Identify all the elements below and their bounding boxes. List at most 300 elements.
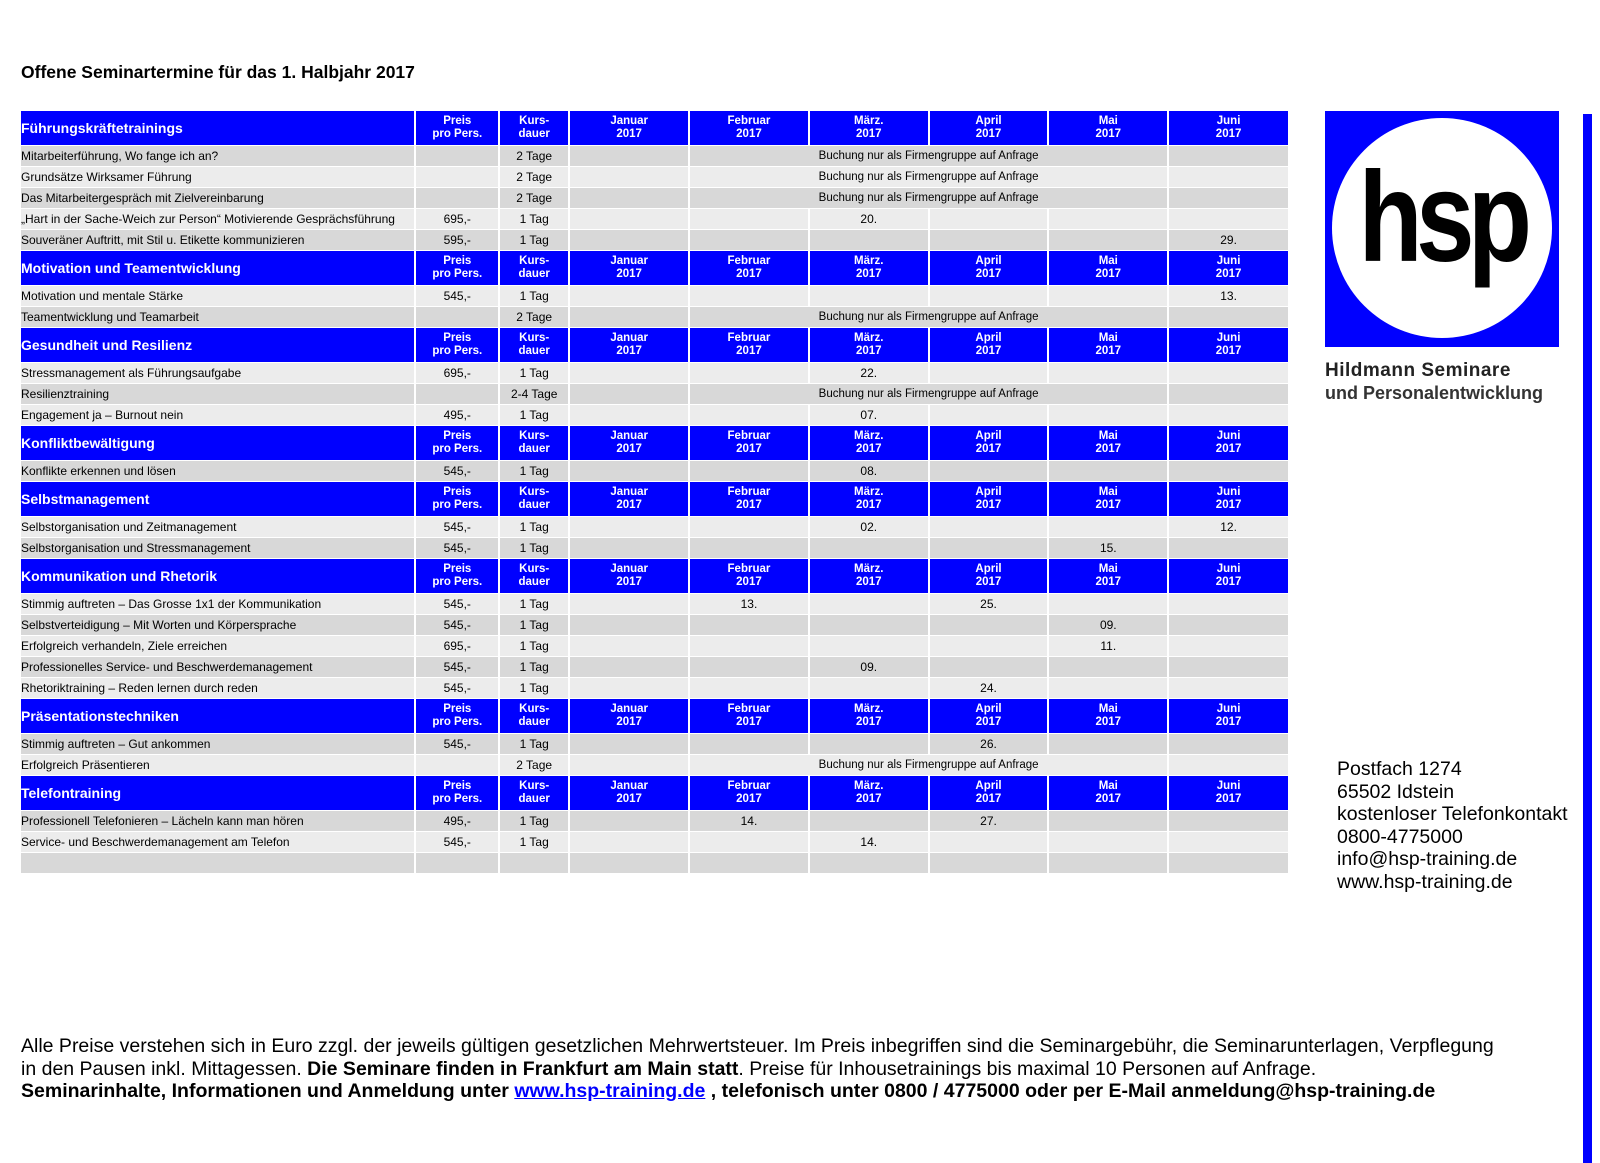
header-duration-line1: Kurs- [519, 115, 550, 127]
seminar-date [689, 615, 809, 636]
seminar-duration: 1 Tag [499, 461, 569, 482]
header-month [569, 111, 689, 146]
seminar-name: Professionell Telefonieren – Lächeln kann man hören [21, 811, 415, 832]
seminar-price: 545,- [415, 678, 499, 699]
section-category: Konfliktbewältigung [21, 426, 415, 461]
seminar-date [929, 405, 1049, 426]
seminar-name: Selbstorganisation und Zeitmanagement [21, 517, 415, 538]
header-price [415, 776, 499, 811]
seminar-date [1048, 286, 1168, 307]
seminar-date [1048, 405, 1168, 426]
logo-circle [1332, 118, 1552, 338]
header-price [415, 426, 499, 461]
month-cell [1168, 384, 1288, 405]
header-month [1048, 776, 1168, 811]
header-month-line1: Januar [610, 115, 649, 127]
header-duration [499, 328, 569, 363]
seminar-date [1048, 811, 1168, 832]
seminar-price: 595,- [415, 230, 499, 251]
month-cell [569, 188, 689, 209]
section-category: Telefontraining [21, 776, 415, 811]
seminar-date [929, 517, 1049, 538]
header-month-line2: 2017 [1095, 345, 1122, 357]
seminar-name: Souveräner Auftritt, mit Stil u. Etikette kommunizieren [21, 230, 415, 251]
booking-note: Buchung nur als Firmengruppe auf Anfrage [689, 146, 1168, 167]
seminar-date [1168, 734, 1288, 755]
seminar-schedule-table [21, 111, 1288, 874]
seminar-duration: 1 Tag [499, 286, 569, 307]
table-row [21, 517, 1288, 538]
header-duration-line2: dauer [518, 716, 550, 728]
header-month [809, 328, 929, 363]
header-month-line1: März. [854, 115, 884, 127]
month-cell [1168, 755, 1288, 776]
header-month [1048, 111, 1168, 146]
header-month-line2: 2017 [855, 128, 882, 140]
seminar-price: 545,- [415, 517, 499, 538]
seminar-duration: 1 Tag [499, 657, 569, 678]
header-month [569, 559, 689, 594]
month-cell [569, 146, 689, 167]
seminar-date [569, 363, 689, 384]
contact-postbox: Postfach 1274 [1337, 758, 1462, 780]
seminar-duration: 1 Tag [499, 517, 569, 538]
seminar-date: 13. [1168, 286, 1288, 307]
header-month-line2: 2017 [616, 345, 642, 357]
header-price-line1: Preis [443, 255, 472, 267]
seminar-date [1048, 517, 1168, 538]
header-duration-line1: Kurs- [519, 486, 550, 498]
header-duration-line2: dauer [518, 793, 550, 805]
seminar-name: Konflikte erkennen und lösen [21, 461, 415, 482]
header-month-line2: 2017 [616, 128, 642, 140]
header-month [929, 328, 1049, 363]
header-month-line1: März. [854, 486, 884, 498]
seminar-date: 22. [809, 363, 929, 384]
seminar-date [1048, 853, 1168, 874]
header-month-line1: Mai [1098, 486, 1118, 498]
header-duration-line2: dauer [518, 576, 550, 588]
section-header-row [21, 482, 1288, 517]
table-row [21, 461, 1288, 482]
contact-block [1337, 758, 1568, 893]
header-month [1168, 559, 1288, 594]
header-month [1168, 328, 1288, 363]
seminar-date: 25. [929, 594, 1049, 615]
header-month [1048, 559, 1168, 594]
header-month-line1: Mai [1098, 780, 1118, 792]
seminar-price [415, 146, 499, 167]
seminar-date [689, 363, 809, 384]
header-month-line1: Januar [610, 332, 649, 344]
table-row [21, 755, 1288, 776]
header-month-line1: Mai [1098, 255, 1118, 267]
seminar-date [929, 538, 1049, 559]
seminar-date: 07. [809, 405, 929, 426]
header-month-line1: Januar [610, 780, 649, 792]
seminar-date [569, 286, 689, 307]
seminar-date [569, 657, 689, 678]
header-month [569, 482, 689, 517]
seminar-date [569, 853, 689, 874]
header-month [929, 776, 1049, 811]
seminar-date [689, 734, 809, 755]
seminar-date [1168, 363, 1288, 384]
seminar-name: Rhetoriktraining – Reden lernen durch reden [21, 678, 415, 699]
header-month-line2: 2017 [736, 499, 762, 511]
seminar-date [1168, 832, 1288, 853]
header-month-line2: 2017 [616, 443, 642, 455]
header-month-line2: 2017 [1215, 345, 1242, 357]
seminar-date [1048, 461, 1168, 482]
seminar-date [1168, 853, 1288, 874]
seminar-date [929, 230, 1049, 251]
seminar-date [689, 517, 809, 538]
seminar-date [929, 286, 1049, 307]
seminar-duration: 2 Tage [499, 755, 569, 776]
section-header-row [21, 328, 1288, 363]
header-duration-line1: Kurs- [519, 703, 550, 715]
month-cell [1168, 307, 1288, 328]
table-row [21, 811, 1288, 832]
seminar-date [689, 538, 809, 559]
seminar-date [569, 811, 689, 832]
contact-city: 65502 Idstein [1337, 780, 1455, 803]
header-month-line1: Februar [727, 430, 771, 442]
month-cell [1168, 146, 1288, 167]
header-price-line2: pro Pers. [432, 499, 483, 511]
header-month-line1: März. [854, 780, 884, 792]
seminar-date [809, 636, 929, 657]
header-duration [499, 776, 569, 811]
seminar-price [415, 384, 499, 405]
header-duration-line1: Kurs- [519, 780, 550, 792]
seminar-date [1168, 615, 1288, 636]
seminar-date [689, 832, 809, 853]
header-month-line2: 2017 [1215, 793, 1242, 805]
header-month-line2: 2017 [1215, 268, 1242, 280]
seminar-date [569, 209, 689, 230]
header-month-line2: 2017 [616, 793, 642, 805]
seminar-date [1048, 209, 1168, 230]
header-month-line2: 2017 [1095, 268, 1122, 280]
seminar-date [569, 678, 689, 699]
header-month [1168, 699, 1288, 734]
table-row [21, 832, 1288, 853]
footer-paragraph-2 [21, 1080, 1501, 1103]
header-month-line2: 2017 [855, 443, 882, 455]
header-price-line2: pro Pers. [432, 793, 483, 805]
seminar-price: 545,- [415, 734, 499, 755]
seminar-date [1168, 594, 1288, 615]
header-month-line1: Mai [1098, 703, 1118, 715]
header-price-line2: pro Pers. [432, 716, 483, 728]
seminar-duration: 2-4 Tage [499, 384, 569, 405]
header-month-line2: 2017 [736, 268, 762, 280]
table-row [21, 853, 1288, 874]
seminar-name [21, 853, 415, 874]
footer-website-link[interactable]: www.hsp-training.de [514, 1080, 706, 1102]
seminar-price: 695,- [415, 209, 499, 230]
header-month [1168, 251, 1288, 286]
header-month-line2: 2017 [1215, 499, 1242, 511]
header-month-line1: Februar [727, 255, 771, 267]
header-month-line1: Januar [610, 703, 649, 715]
seminar-price [415, 188, 499, 209]
table-row [21, 286, 1288, 307]
header-month-line1: Juni [1216, 780, 1241, 792]
header-month [689, 699, 809, 734]
header-month-line1: Januar [610, 430, 649, 442]
section-category: Selbstmanagement [21, 482, 415, 517]
header-month-line2: 2017 [855, 345, 882, 357]
seminar-name: Engagement ja – Burnout nein [21, 405, 415, 426]
seminar-price: 695,- [415, 363, 499, 384]
header-month [1168, 111, 1288, 146]
seminar-date: 02. [809, 517, 929, 538]
seminar-date [809, 286, 929, 307]
seminar-name: Stimmig auftreten – Gut ankommen [21, 734, 415, 755]
header-month [1048, 251, 1168, 286]
section-header-row [21, 426, 1288, 461]
seminar-duration: 1 Tag [499, 363, 569, 384]
seminar-duration: 1 Tag [499, 678, 569, 699]
header-month [809, 776, 929, 811]
header-duration-line2: dauer [518, 128, 550, 140]
header-month [929, 482, 1049, 517]
header-price-line1: Preis [443, 486, 472, 498]
header-month [689, 328, 809, 363]
brand-subtitle: und Personalentwicklung [1325, 383, 1544, 403]
seminar-date [809, 538, 929, 559]
seminar-date [809, 615, 929, 636]
seminar-date [569, 517, 689, 538]
seminar-name: Resilienztraining [21, 384, 415, 405]
brand-name: Hildmann Seminare [1325, 360, 1511, 381]
seminar-price [415, 853, 499, 874]
header-month [689, 426, 809, 461]
header-duration [499, 699, 569, 734]
seminar-date: 26. [929, 734, 1049, 755]
seminar-date: 08. [809, 461, 929, 482]
seminar-name: Stressmanagement als Führungsaufgabe [21, 363, 415, 384]
seminar-date [689, 209, 809, 230]
header-month-line2: 2017 [975, 793, 1002, 805]
header-month [1048, 699, 1168, 734]
header-month-line1: Mai [1098, 430, 1118, 442]
header-month-line2: 2017 [855, 268, 882, 280]
seminar-duration: 2 Tage [499, 307, 569, 328]
table-row [21, 678, 1288, 699]
header-price-line2: pro Pers. [432, 345, 483, 357]
seminar-date: 09. [1048, 615, 1168, 636]
seminar-date: 20. [809, 209, 929, 230]
header-month-line2: 2017 [855, 793, 882, 805]
seminar-date [569, 230, 689, 251]
contact-email: info@hsp-training.de [1337, 848, 1518, 870]
seminar-date [1048, 363, 1168, 384]
seminar-date [689, 678, 809, 699]
seminar-date [689, 636, 809, 657]
header-month-line2: 2017 [975, 499, 1002, 511]
header-month-line1: März. [854, 332, 884, 344]
table-row [21, 230, 1288, 251]
header-month-line1: Februar [727, 563, 771, 575]
section-category: Präsentationstechniken [21, 699, 415, 734]
header-month-line1: Februar [727, 780, 771, 792]
seminar-date [1048, 594, 1168, 615]
table-row [21, 188, 1288, 209]
seminar-duration: 2 Tage [499, 146, 569, 167]
section-category: Motivation und Teamentwicklung [21, 251, 415, 286]
seminar-date [809, 678, 929, 699]
seminar-name: Erfolgreich verhandeln, Ziele erreichen [21, 636, 415, 657]
header-price-line1: Preis [443, 780, 472, 792]
header-month-line1: April [975, 703, 1002, 715]
header-month-line2: 2017 [736, 716, 762, 728]
table-row [21, 146, 1288, 167]
header-price-line2: pro Pers. [432, 268, 483, 280]
logo-text: hsp [1358, 146, 1526, 289]
header-duration [499, 251, 569, 286]
seminar-date [1168, 678, 1288, 699]
seminar-date: 24. [929, 678, 1049, 699]
section-header-row [21, 699, 1288, 734]
header-month-line1: Juni [1216, 703, 1241, 715]
seminar-date [1048, 678, 1168, 699]
seminar-date [569, 832, 689, 853]
header-month-line2: 2017 [975, 576, 1002, 588]
section-header-row [21, 251, 1288, 286]
footer-inhouse-text: . Preise für Inhousetrainings bis maximal 10 Personen auf Anfrage. [738, 1057, 1317, 1080]
header-month-line1: Februar [727, 332, 771, 344]
table-row [21, 307, 1288, 328]
header-price [415, 251, 499, 286]
month-cell [1168, 188, 1288, 209]
header-month [1048, 426, 1168, 461]
header-month-line2: 2017 [736, 345, 762, 357]
header-month-line2: 2017 [1095, 576, 1122, 588]
seminar-date: 14. [689, 811, 809, 832]
header-month-line2: 2017 [1215, 576, 1242, 588]
header-month-line1: Januar [610, 255, 649, 267]
header-month-line1: Mai [1098, 332, 1118, 344]
seminar-duration: 1 Tag [499, 811, 569, 832]
seminar-date [1168, 405, 1288, 426]
header-duration-line1: Kurs- [519, 563, 550, 575]
header-month-line2: 2017 [736, 128, 762, 140]
month-cell [569, 167, 689, 188]
header-price [415, 482, 499, 517]
seminar-date [929, 209, 1049, 230]
table-row [21, 657, 1288, 678]
seminar-date [569, 405, 689, 426]
header-price-line2: pro Pers. [432, 128, 483, 140]
seminar-name: Motivation und mentale Stärke [21, 286, 415, 307]
header-month [809, 251, 929, 286]
seminar-date [1048, 832, 1168, 853]
header-duration [499, 426, 569, 461]
booking-note: Buchung nur als Firmengruppe auf Anfrage [689, 307, 1168, 328]
section-category: Gesundheit und Resilienz [21, 328, 415, 363]
seminar-name: Professionelles Service- und Beschwerdemanagement [21, 657, 415, 678]
contact-phone: 0800-4775000 [1337, 825, 1463, 848]
header-month [929, 251, 1049, 286]
header-month [569, 426, 689, 461]
seminar-date [569, 461, 689, 482]
booking-note: Buchung nur als Firmengruppe auf Anfrage [689, 188, 1168, 209]
header-month-line2: 2017 [736, 443, 762, 455]
header-price [415, 328, 499, 363]
section-category: Führungskräftetrainings [21, 111, 415, 146]
header-month-line2: 2017 [1095, 499, 1122, 511]
header-month-line2: 2017 [736, 576, 762, 588]
header-month-line1: April [975, 332, 1002, 344]
header-duration-line1: Kurs- [519, 430, 550, 442]
seminar-name: Das Mitarbeitergespräch mit Zielvereinbarung [21, 188, 415, 209]
header-month-line2: 2017 [616, 499, 642, 511]
seminar-price: 495,- [415, 811, 499, 832]
header-duration-line1: Kurs- [519, 255, 550, 267]
header-month [1048, 482, 1168, 517]
section-header-row [21, 776, 1288, 811]
header-month-line1: Mai [1098, 563, 1118, 575]
seminar-date: 11. [1048, 636, 1168, 657]
header-month-line2: 2017 [975, 128, 1002, 140]
booking-note: Buchung nur als Firmengruppe auf Anfrage [689, 384, 1168, 405]
header-price-line1: Preis [443, 332, 472, 344]
seminar-duration: 1 Tag [499, 230, 569, 251]
seminar-name: Selbstorganisation und Stressmanagement [21, 538, 415, 559]
header-month [809, 482, 929, 517]
seminar-price [415, 167, 499, 188]
header-month-line2: 2017 [975, 268, 1002, 280]
header-month [689, 776, 809, 811]
seminar-date [809, 230, 929, 251]
header-month-line1: März. [854, 430, 884, 442]
seminar-price: 545,- [415, 832, 499, 853]
seminar-date [809, 734, 929, 755]
seminar-price: 545,- [415, 461, 499, 482]
seminar-date [1168, 461, 1288, 482]
header-month-line2: 2017 [1095, 443, 1122, 455]
header-price-line1: Preis [443, 430, 472, 442]
seminar-duration: 1 Tag [499, 615, 569, 636]
header-price [415, 559, 499, 594]
header-month [569, 328, 689, 363]
header-month [1168, 426, 1288, 461]
header-duration-line2: dauer [518, 443, 550, 455]
seminar-name: „Hart in der Sache-Weich zur Person“ Motivierende Gesprächsführung [21, 209, 415, 230]
seminar-name: Selbstverteidigung – Mit Worten und Körpersprache [21, 615, 415, 636]
seminar-date [809, 853, 929, 874]
header-month-line2: 2017 [975, 345, 1002, 357]
seminar-date [929, 832, 1049, 853]
seminar-date: 15. [1048, 538, 1168, 559]
header-month-line2: 2017 [616, 576, 642, 588]
header-month [809, 559, 929, 594]
page-title: Offene Seminartermine für das 1. Halbjahr 2017 [21, 62, 415, 82]
header-month-line2: 2017 [855, 499, 882, 511]
header-month-line1: Juni [1216, 430, 1241, 442]
header-month-line1: Februar [727, 703, 771, 715]
header-month [929, 111, 1049, 146]
header-month-line2: 2017 [1215, 128, 1242, 140]
header-month [809, 111, 929, 146]
booking-note: Buchung nur als Firmengruppe auf Anfrage [689, 755, 1168, 776]
header-month [929, 699, 1049, 734]
header-month-line1: Mai [1098, 115, 1118, 127]
